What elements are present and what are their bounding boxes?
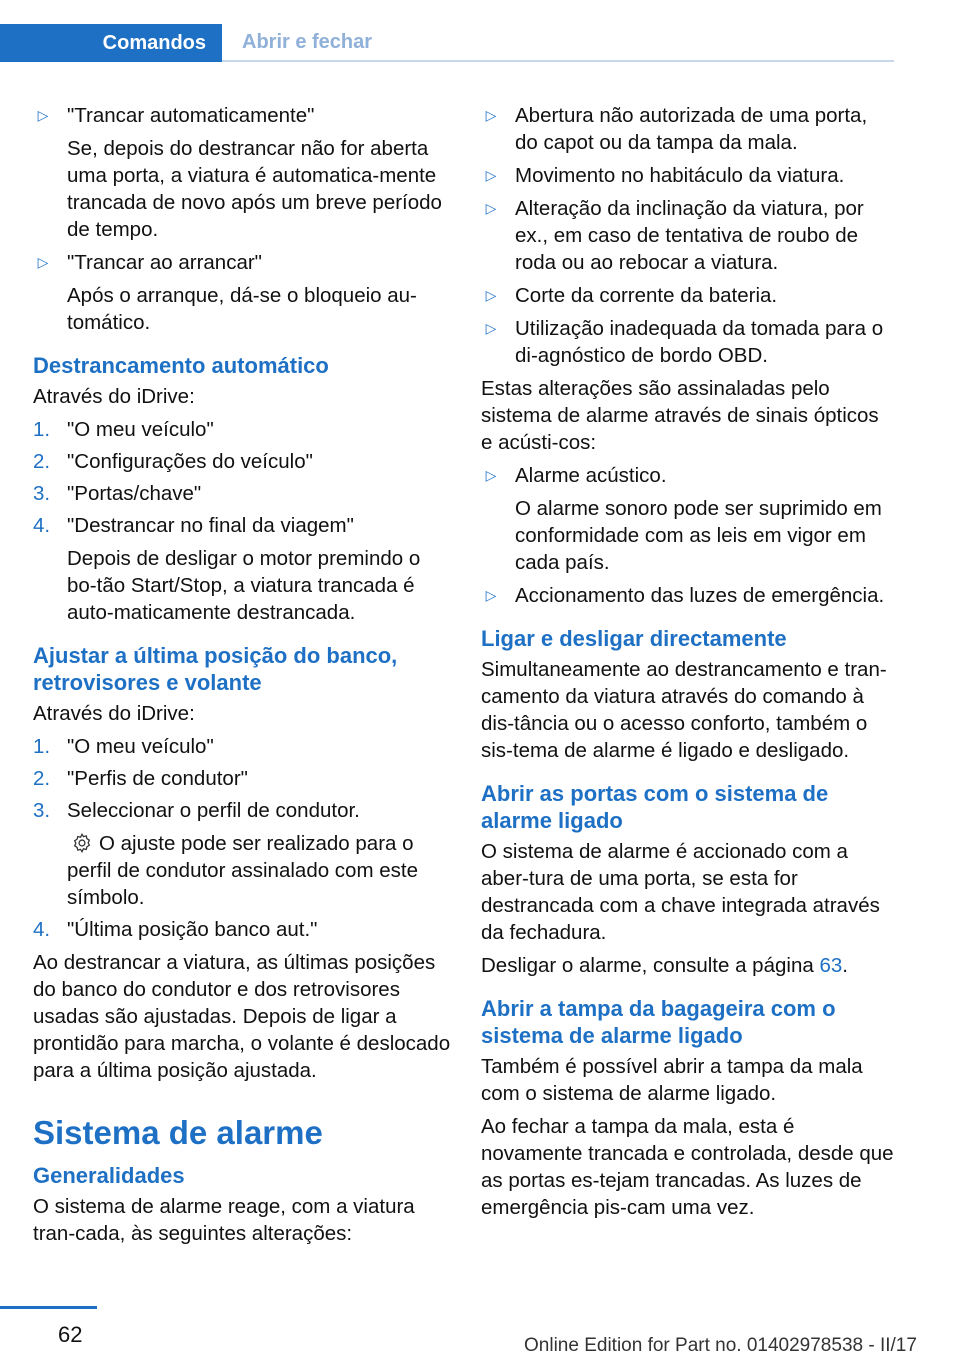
list-item: [33, 733, 451, 760]
step-text: "Perfis de condutor": [67, 767, 248, 790]
list-item: [481, 282, 895, 309]
left-column: [33, 102, 451, 1253]
section-heading: Ajustar a última posição do banco, retrovisores e volante: [33, 643, 398, 695]
alarm-triggers-list: [481, 102, 895, 369]
triangle-right-icon: ▷: [37, 254, 49, 270]
list-item: [33, 448, 451, 475]
step-text: "O meu veículo": [67, 418, 214, 441]
paragraph-end: .: [842, 954, 848, 977]
section-heading: Abrir as portas com o sistema de alarme ligado: [481, 781, 829, 833]
triangle-right-icon: ▷: [37, 107, 49, 123]
step-number: 1.: [33, 418, 51, 441]
page-number-rule: [0, 1306, 97, 1309]
list-item: [481, 315, 895, 369]
list-item: [481, 582, 895, 609]
list-item-title: Alarme acústico.: [515, 464, 667, 487]
list-item-text: Utilização inadequada da tomada para o di-agnóstico de bordo OBD.: [515, 317, 884, 367]
alarm-signals-list: [481, 462, 895, 609]
list-item: [33, 416, 451, 443]
list-item: [33, 512, 451, 626]
list-item: [33, 916, 451, 943]
list-item: [481, 162, 895, 189]
step-text: "Última posição banco aut.": [67, 918, 318, 941]
step-text: "Destrancar no final da viagem": [67, 514, 354, 537]
list-item: [33, 249, 451, 336]
paragraph: [481, 952, 895, 979]
triangle-right-icon: ▷: [485, 200, 497, 216]
section-heading: Ligar e desligar directamente: [481, 626, 787, 651]
tab-comandos[interactable]: Comandos: [0, 24, 222, 62]
step-note: [67, 830, 451, 911]
step-number: 1.: [33, 735, 51, 758]
right-column: [481, 102, 895, 1227]
paragraph: Ao destrancar a viatura, as últimas posições do banco do condutor e dos retrovisores usadas são ajustadas. Depois de ligar a prontidão para marcha, o volante é deslocado para a última posição ajustada.: [33, 951, 451, 1082]
header-bar: [0, 0, 960, 62]
step-number: 2.: [33, 450, 51, 473]
page-link[interactable]: 63: [819, 954, 843, 977]
step-note: Depois de desligar o motor premindo o bo-tão Start/Stop, a viatura trancada é auto-maticamente destrancada.: [67, 547, 421, 624]
step-note-text: O ajuste pode ser realizado para o perfil de condutor assinalado com este símbolo.: [67, 832, 418, 909]
list-item-body: Após o arranque, dá-se o bloqueio au-tomático.: [67, 284, 417, 334]
list-item-body: O alarme sonoro pode ser suprimido em conformidade com as leis em vigor em cada país.: [515, 497, 882, 574]
paragraph: Simultaneamente ao destrancamento e tran-camento da viatura através do comando à dis-tância ou o acesso conforto, também o sis-tema de alarme é ligado e desligado.: [481, 658, 887, 762]
section-heading: Destrancamento automático: [33, 353, 329, 378]
list-item-text: Abertura não autorizada de uma porta, do capot ou da tampa da mala.: [515, 104, 868, 154]
list-item-title: Accionamento das luzes de emergência.: [515, 584, 885, 607]
steps-list: [33, 733, 451, 943]
paragraph: Através do iDrive:: [33, 702, 195, 725]
list-item-title: "Trancar automaticamente": [67, 104, 315, 127]
tab-abrir-e-fechar[interactable]: Abrir e fechar: [222, 24, 894, 62]
triangle-right-icon: ▷: [485, 167, 497, 183]
list-item-body: Se, depois do destrancar não for aberta uma porta, a viatura é automatica-mente trancada de novo após um breve período de tempo.: [67, 137, 442, 241]
triangle-right-icon: ▷: [485, 287, 497, 303]
paragraph: Ao fechar a tampa da mala, esta é novamente trancada e controlada, desde que as portas es-tejam trancadas. As luzes de emergência pis-cam uma vez.: [481, 1115, 894, 1219]
section-heading: Generalidades: [33, 1163, 185, 1188]
step-number: 3.: [33, 482, 51, 505]
list-item: [481, 195, 895, 276]
step-number: 2.: [33, 767, 51, 790]
auto-lock-options: [33, 102, 451, 336]
steps-list: [33, 416, 451, 626]
triangle-right-icon: ▷: [485, 320, 497, 336]
paragraph: O sistema de alarme reage, com a viatura tran-cada, às seguintes alterações:: [33, 1195, 415, 1245]
edition-footer: Online Edition for Part no. 01402978538 - II/17: [524, 1335, 917, 1356]
list-item: [481, 462, 895, 576]
list-item: [33, 797, 451, 911]
step-text: "Configurações do veículo": [67, 450, 313, 473]
list-item-text: Alteração da inclinação da viatura, por ex., em caso de tentativa de roubo de roda ou ao rebocar a viatura.: [515, 197, 864, 274]
list-item-text: Corte da corrente da bateria.: [515, 284, 778, 307]
chapter-title: Sistema de alarme: [33, 1114, 323, 1151]
paragraph: Também é possível abrir a tampa da mala com o sistema de alarme ligado.: [481, 1055, 863, 1105]
step-text: Seleccionar o perfil de condutor.: [67, 799, 360, 822]
paragraph: O sistema de alarme é accionado com a aber-tura de uma porta, se esta for destrancada com a chave integrada através da fechadura.: [481, 840, 880, 944]
gear-icon: [71, 832, 93, 854]
list-item: [33, 102, 451, 243]
step-number: 4.: [33, 514, 51, 537]
step-number: 3.: [33, 799, 51, 822]
list-item: [33, 480, 451, 507]
list-item: [33, 765, 451, 792]
paragraph: Estas alterações são assinaladas pelo sistema de alarme através de sinais ópticos e acústi-cos:: [481, 377, 879, 454]
paragraph: Através do iDrive:: [33, 385, 195, 408]
list-item-text: Movimento no habitáculo da viatura.: [515, 164, 845, 187]
step-text: "Portas/chave": [67, 482, 202, 505]
list-item-title: "Trancar ao arrancar": [67, 251, 262, 274]
step-number: 4.: [33, 918, 51, 941]
page-number: 62: [58, 1322, 83, 1347]
list-item: [481, 102, 895, 156]
triangle-right-icon: ▷: [485, 587, 497, 603]
paragraph-text: Desligar o alarme, consulte a página: [481, 954, 820, 977]
section-heading: Abrir a tampa da bagageira com o sistema de alarme ligado: [481, 996, 836, 1048]
triangle-right-icon: ▷: [485, 467, 497, 483]
step-text: "O meu veículo": [67, 735, 214, 758]
triangle-right-icon: ▷: [485, 107, 497, 123]
